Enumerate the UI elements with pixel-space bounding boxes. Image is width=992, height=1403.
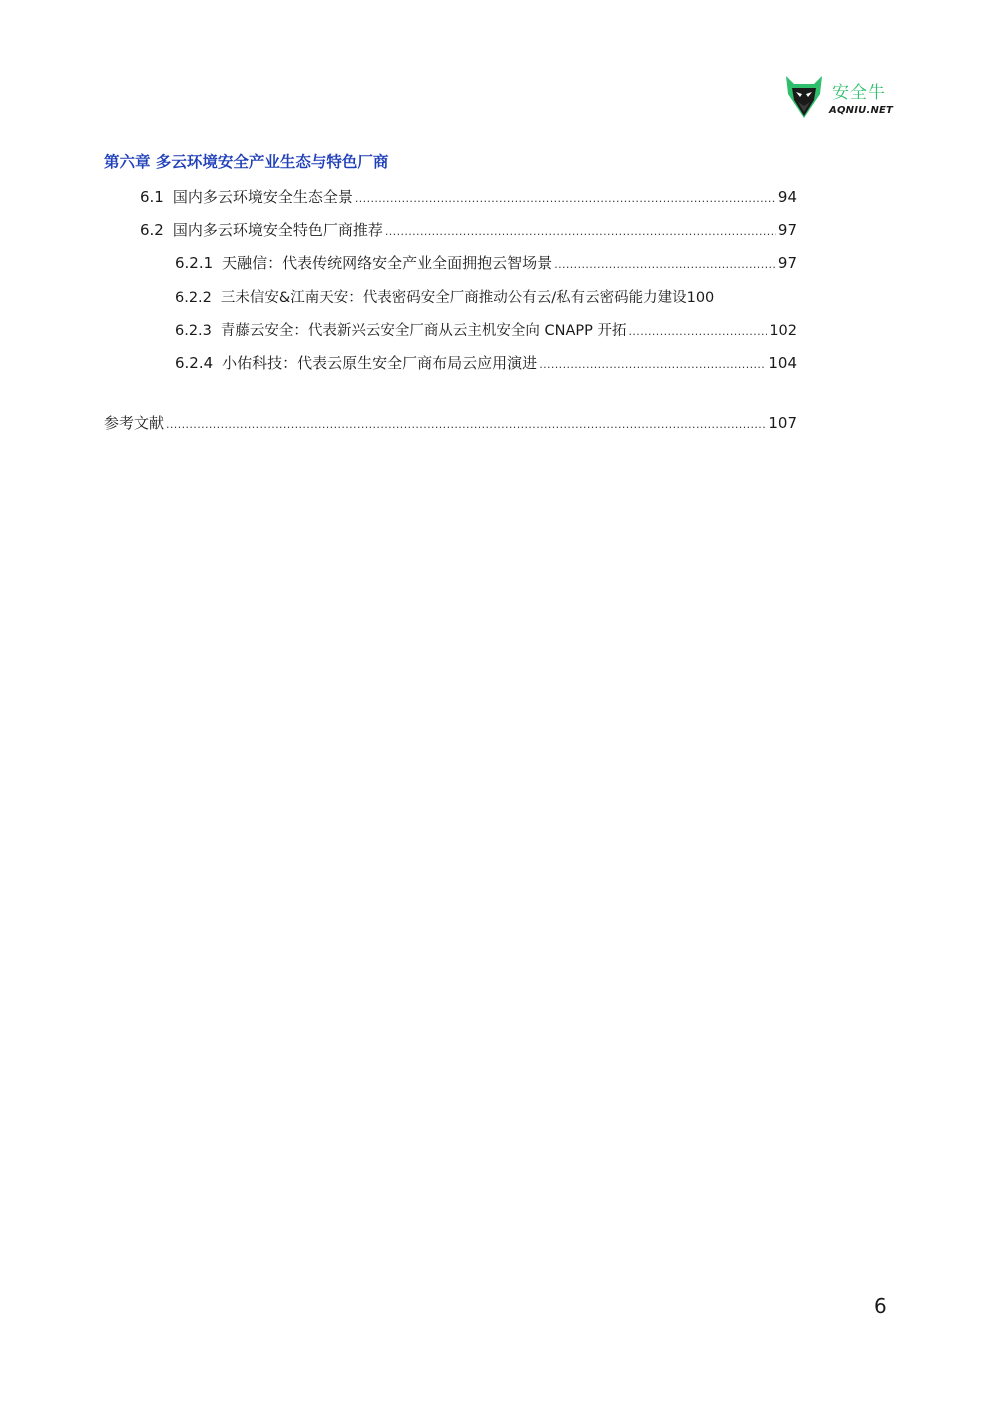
toc-entry[interactable]: [140, 219, 797, 240]
toc-leader-dots: [355, 192, 776, 205]
toc-entry-number: 6.2.4: [175, 354, 214, 372]
toc-entry-title: 三未信安&江南天安：代表密码安全厂商推动公有云/私有云密码能力建设: [220, 290, 687, 306]
toc-entry-number: 6.2.2: [175, 290, 212, 306]
toc-entry[interactable]: [175, 352, 797, 373]
toc-entry-title: 青藤云安全：代表新兴云安全厂商从云主机安全向 CNAPP 开拓: [220, 323, 627, 339]
toc-leader-dots: [539, 358, 766, 371]
logo: [782, 72, 892, 122]
toc-entry-page: 97: [777, 221, 797, 239]
toc-entry-page: 100: [686, 290, 715, 306]
toc-leader-dots: [385, 225, 776, 238]
toc-entry-page: 94: [777, 188, 797, 206]
toc-entry-title: 国内多云环境安全生态全景: [172, 188, 353, 206]
toc-entry-title: 天融信：代表传统网络安全产业全面拥抱云智场景: [222, 254, 553, 272]
toc-entry-number: 6.2.1: [175, 254, 214, 272]
toc-entry-title: 小佑科技：代表云原生安全厂商布局云应用演进: [222, 354, 538, 372]
toc-entry-page: 104: [768, 354, 797, 372]
toc-entry[interactable]: [175, 319, 797, 340]
toc-entry-page: 107: [768, 414, 797, 432]
toc-entry-title: 参考文献: [104, 414, 165, 432]
toc-entry-title: 国内多云环境安全特色厂商推荐: [172, 221, 383, 239]
logo-text-cn: 安全牛: [832, 83, 886, 103]
toc-leader-dots: [629, 325, 768, 338]
toc-entry-number: 6.2.3: [175, 323, 212, 339]
toc-leader-dots: [554, 258, 776, 271]
toc-entry[interactable]: [175, 252, 797, 273]
toc-entry[interactable]: [175, 286, 815, 307]
toc-entry-number: 6.2: [140, 221, 164, 239]
page-number: 6: [874, 1294, 887, 1318]
toc-entry-number: 6.1: [140, 188, 164, 206]
toc-entry[interactable]: [140, 186, 797, 207]
logo-text-en: AQNIU.NET: [829, 105, 894, 116]
toc-chapter-heading[interactable]: 第六章 多云环境安全产业生态与特色厂商: [104, 153, 389, 171]
toc-leader-dots: [166, 418, 766, 431]
toc-references-entry[interactable]: [104, 412, 797, 433]
toc-entry-page: 97: [777, 254, 797, 272]
toc-entry-page: 102: [769, 323, 797, 339]
bull-head-icon: [782, 72, 826, 122]
